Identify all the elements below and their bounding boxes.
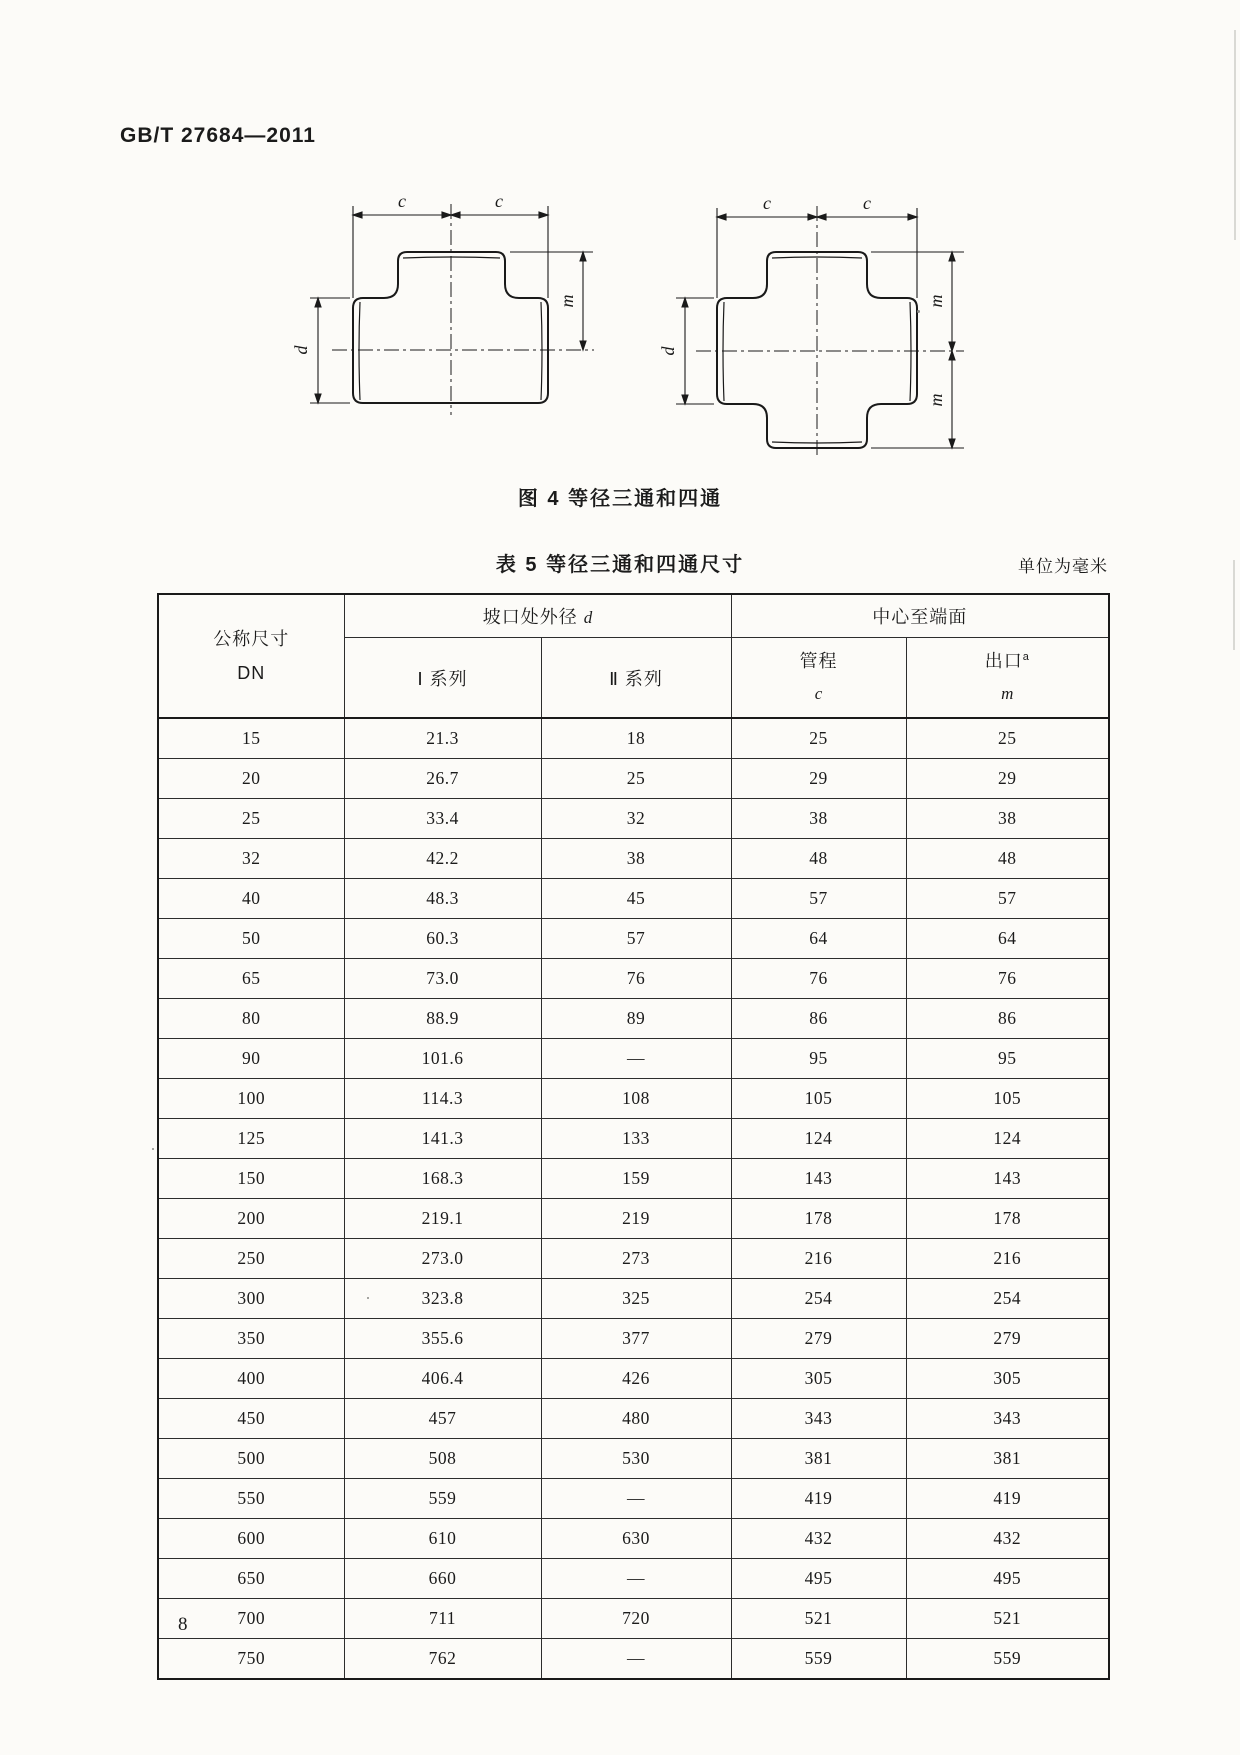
- tee-centerlines: [332, 204, 594, 415]
- table-cell: 105: [906, 1079, 1109, 1119]
- unit-note: 单位为毫米: [1018, 557, 1108, 576]
- table-cell: 65: [158, 959, 344, 999]
- table-row: [158, 1639, 1109, 1680]
- table-cell: 500: [158, 1439, 344, 1479]
- header-cell-outer-diameter: [344, 594, 731, 638]
- table-cell: 457: [344, 1399, 541, 1439]
- table-cell: 60.3: [344, 919, 541, 959]
- table-cell: 530: [541, 1439, 731, 1479]
- table-cell: 29: [906, 759, 1109, 799]
- table-cell: 159: [541, 1159, 731, 1199]
- table-cell: 521: [906, 1599, 1109, 1639]
- table-cell: —: [541, 1559, 731, 1599]
- table-cell: 559: [731, 1639, 906, 1680]
- scan-edge-artifact: [1234, 30, 1236, 240]
- table-cell: 279: [731, 1319, 906, 1359]
- header-cell-center-to-end: [731, 594, 1109, 638]
- table-cell: 355.6: [344, 1319, 541, 1359]
- tee-drawing: [290, 190, 610, 420]
- cross-figure: [630, 190, 975, 467]
- page-number: 8: [178, 1614, 188, 1635]
- table-cell: 432: [906, 1519, 1109, 1559]
- table-cell: 38: [731, 799, 906, 839]
- table-row: [158, 1159, 1109, 1199]
- table-cell: 32: [541, 799, 731, 839]
- table-cell: 660: [344, 1559, 541, 1599]
- table-row: [158, 1079, 1109, 1119]
- table-cell: 86: [731, 999, 906, 1039]
- table-cell: 133: [541, 1119, 731, 1159]
- header-dn-sub: DN: [237, 663, 266, 683]
- standard-number: GB/T 27684—2011: [120, 124, 316, 147]
- table-cell: 25: [541, 759, 731, 799]
- cross-dim-labels: [658, 193, 946, 407]
- header-cell-series1: Ⅰ 系列: [344, 638, 541, 719]
- table-cell: 216: [906, 1239, 1109, 1279]
- header-outlet-text: 出口: [984, 651, 1023, 672]
- table-cell: 450: [158, 1399, 344, 1439]
- table-cell: 711: [344, 1599, 541, 1639]
- table-cell: 700: [158, 1599, 344, 1639]
- table-cell: 21.3: [344, 718, 541, 759]
- table-cell: 650: [158, 1559, 344, 1599]
- table-cell: —: [541, 1639, 731, 1680]
- table-cell: 57: [731, 879, 906, 919]
- table-cell: 559: [906, 1639, 1109, 1680]
- table-cell: 88.9: [344, 999, 541, 1039]
- table-cell: 381: [906, 1439, 1109, 1479]
- table-cell: 25: [158, 799, 344, 839]
- table-caption: 表 5 等径三通和四通尺寸: [495, 554, 745, 576]
- table-cell: 40: [158, 879, 344, 919]
- table-cell: 343: [731, 1399, 906, 1439]
- scan-speck: [152, 1148, 154, 1150]
- table-row: [158, 1399, 1109, 1439]
- table-cell: 42.2: [344, 839, 541, 879]
- table-cell: 495: [731, 1559, 906, 1599]
- table-cell: 273.0: [344, 1239, 541, 1279]
- table-cell: 150: [158, 1159, 344, 1199]
- table-cell: 254: [731, 1279, 906, 1319]
- header-outer-diameter-label: 坡口处外径: [482, 607, 578, 627]
- table-cell: 38: [541, 839, 731, 879]
- table-cell: 178: [731, 1199, 906, 1239]
- table-cell: 200: [158, 1199, 344, 1239]
- table-cell: 550: [158, 1479, 344, 1519]
- table-cell: 480: [541, 1399, 731, 1439]
- cross-drawing: [630, 190, 975, 462]
- header-outlet-footnote-marker: a: [1022, 651, 1030, 664]
- table-cell: 168.3: [344, 1159, 541, 1199]
- header-run-label: 管程: [799, 651, 838, 672]
- table-cell: 25: [906, 718, 1109, 759]
- table-row: [158, 1519, 1109, 1559]
- table-row: [158, 759, 1109, 799]
- table-row: [158, 999, 1109, 1039]
- cross-extension-lines: [676, 208, 964, 448]
- header-outlet-symbol: m: [1001, 684, 1014, 704]
- table-cell: 50: [158, 919, 344, 959]
- table-cell: 114.3: [344, 1079, 541, 1119]
- table-cell: 105: [731, 1079, 906, 1119]
- table-cell: 343: [906, 1399, 1109, 1439]
- tee-dim-label-c-left: c: [398, 191, 406, 211]
- header-outlet-label: [908, 644, 1108, 678]
- figure-caption: 图 4 等径三通和四通: [517, 488, 723, 510]
- table-row: [158, 1559, 1109, 1599]
- table-cell: 25: [731, 718, 906, 759]
- table-cell: 57: [541, 919, 731, 959]
- table-cell: 178: [906, 1199, 1109, 1239]
- table-cell: 381: [731, 1439, 906, 1479]
- table-row: [158, 718, 1109, 759]
- table-cell: 377: [541, 1319, 731, 1359]
- table-cell: 143: [906, 1159, 1109, 1199]
- table-row: [158, 879, 1109, 919]
- table-row: [158, 959, 1109, 999]
- table-cell: —: [541, 1479, 731, 1519]
- header-cell-series2: Ⅱ 系列: [541, 638, 731, 719]
- table-cell: 300: [158, 1279, 344, 1319]
- table-cell: 495: [906, 1559, 1109, 1599]
- table-cell: 559: [344, 1479, 541, 1519]
- cross-dim-label-m-top: m: [926, 294, 946, 308]
- cross-dim-label-c-left: c: [763, 193, 771, 213]
- header-cell-run: [731, 638, 906, 719]
- table-cell: 350: [158, 1319, 344, 1359]
- table-cell: 48: [906, 839, 1109, 879]
- table-row: [158, 799, 1109, 839]
- scan-speck: [367, 1297, 369, 1299]
- table-cell: 95: [906, 1039, 1109, 1079]
- cross-dim-label-c-right: c: [863, 193, 871, 213]
- dimensions-table: [157, 593, 1110, 1680]
- table-cell: 219.1: [344, 1199, 541, 1239]
- tee-figure: [290, 190, 610, 425]
- table-cell: 419: [906, 1479, 1109, 1519]
- table-cell: 57: [906, 879, 1109, 919]
- table-row: [158, 1199, 1109, 1239]
- table-cell: 108: [541, 1079, 731, 1119]
- scan-speck: [917, 310, 920, 313]
- table-cell: 254: [906, 1279, 1109, 1319]
- table-cell: 720: [541, 1599, 731, 1639]
- table-cell: 325: [541, 1279, 731, 1319]
- table-row: [158, 919, 1109, 959]
- table-cell: 762: [344, 1639, 541, 1680]
- tee-dim-label-m: m: [557, 294, 577, 308]
- header-cell-outlet: [906, 638, 1109, 719]
- table-row: [158, 1119, 1109, 1159]
- cross-dim-label-d: d: [658, 346, 678, 356]
- table-cell: 124: [731, 1119, 906, 1159]
- table-row: [158, 1359, 1109, 1399]
- tee-dim-label-d: d: [291, 345, 311, 355]
- table-cell: 26.7: [344, 759, 541, 799]
- table-cell: 279: [906, 1319, 1109, 1359]
- table-cell: 20: [158, 759, 344, 799]
- scan-edge-artifact: [1233, 560, 1235, 650]
- table-cell: 125: [158, 1119, 344, 1159]
- table-cell: —: [541, 1039, 731, 1079]
- table-cell: 305: [731, 1359, 906, 1399]
- table-cell: 89: [541, 999, 731, 1039]
- table-cell: 64: [906, 919, 1109, 959]
- table-cell: 610: [344, 1519, 541, 1559]
- table-cell: 750: [158, 1639, 344, 1680]
- table-cell: 80: [158, 999, 344, 1039]
- header-run-symbol: c: [814, 684, 823, 704]
- table-cell: 38: [906, 799, 1109, 839]
- table-cell: 45: [541, 879, 731, 919]
- cross-centerlines: [696, 206, 964, 458]
- table-row: [158, 1279, 1109, 1319]
- table-cell: 432: [731, 1519, 906, 1559]
- table-cell: 15: [158, 718, 344, 759]
- table-header: [158, 594, 1109, 718]
- table-cell: 219: [541, 1199, 731, 1239]
- table-cell: 216: [731, 1239, 906, 1279]
- table-cell: 64: [731, 919, 906, 959]
- table-row: [158, 1239, 1109, 1279]
- table-cell: 90: [158, 1039, 344, 1079]
- table-row: [158, 1599, 1109, 1639]
- table-cell: 29: [731, 759, 906, 799]
- header-dn-label: 公称尺寸: [213, 628, 290, 649]
- header-cell-dn: [158, 594, 344, 718]
- table-cell: 508: [344, 1439, 541, 1479]
- table-row: [158, 839, 1109, 879]
- table-row: [158, 1319, 1109, 1359]
- table-cell: 76: [541, 959, 731, 999]
- tee-dim-label-c-right: c: [495, 191, 503, 211]
- table-body: [158, 718, 1109, 1679]
- table-cell: 141.3: [344, 1119, 541, 1159]
- header-center-to-end-label: 中心至端面: [872, 607, 968, 627]
- cross-dim-label-m-bottom: m: [926, 393, 946, 407]
- table-cell: 18: [541, 718, 731, 759]
- table-cell: 124: [906, 1119, 1109, 1159]
- table-cell: 400: [158, 1359, 344, 1399]
- table-cell: 48: [731, 839, 906, 879]
- table-cell: 419: [731, 1479, 906, 1519]
- table-cell: 76: [731, 959, 906, 999]
- table-cell: 100: [158, 1079, 344, 1119]
- table-cell: 33.4: [344, 799, 541, 839]
- table-cell: 32: [158, 839, 344, 879]
- table-cell: 86: [906, 999, 1109, 1039]
- table-cell: 95: [731, 1039, 906, 1079]
- table-cell: 250: [158, 1239, 344, 1279]
- table-cell: 323.8: [344, 1279, 541, 1319]
- table-cell: 600: [158, 1519, 344, 1559]
- table-row: [158, 1439, 1109, 1479]
- table-cell: 76: [906, 959, 1109, 999]
- table-cell: 305: [906, 1359, 1109, 1399]
- table-cell: 406.4: [344, 1359, 541, 1399]
- table-row: [158, 1479, 1109, 1519]
- table-cell: 426: [541, 1359, 731, 1399]
- table-cell: 73.0: [344, 959, 541, 999]
- header-outer-diameter-symbol: d: [583, 608, 593, 627]
- table-row: [158, 1039, 1109, 1079]
- table-cell: 101.6: [344, 1039, 541, 1079]
- table-cell: 273: [541, 1239, 731, 1279]
- table-cell: 630: [541, 1519, 731, 1559]
- table-cell: 48.3: [344, 879, 541, 919]
- table-cell: 521: [731, 1599, 906, 1639]
- table-cell: 143: [731, 1159, 906, 1199]
